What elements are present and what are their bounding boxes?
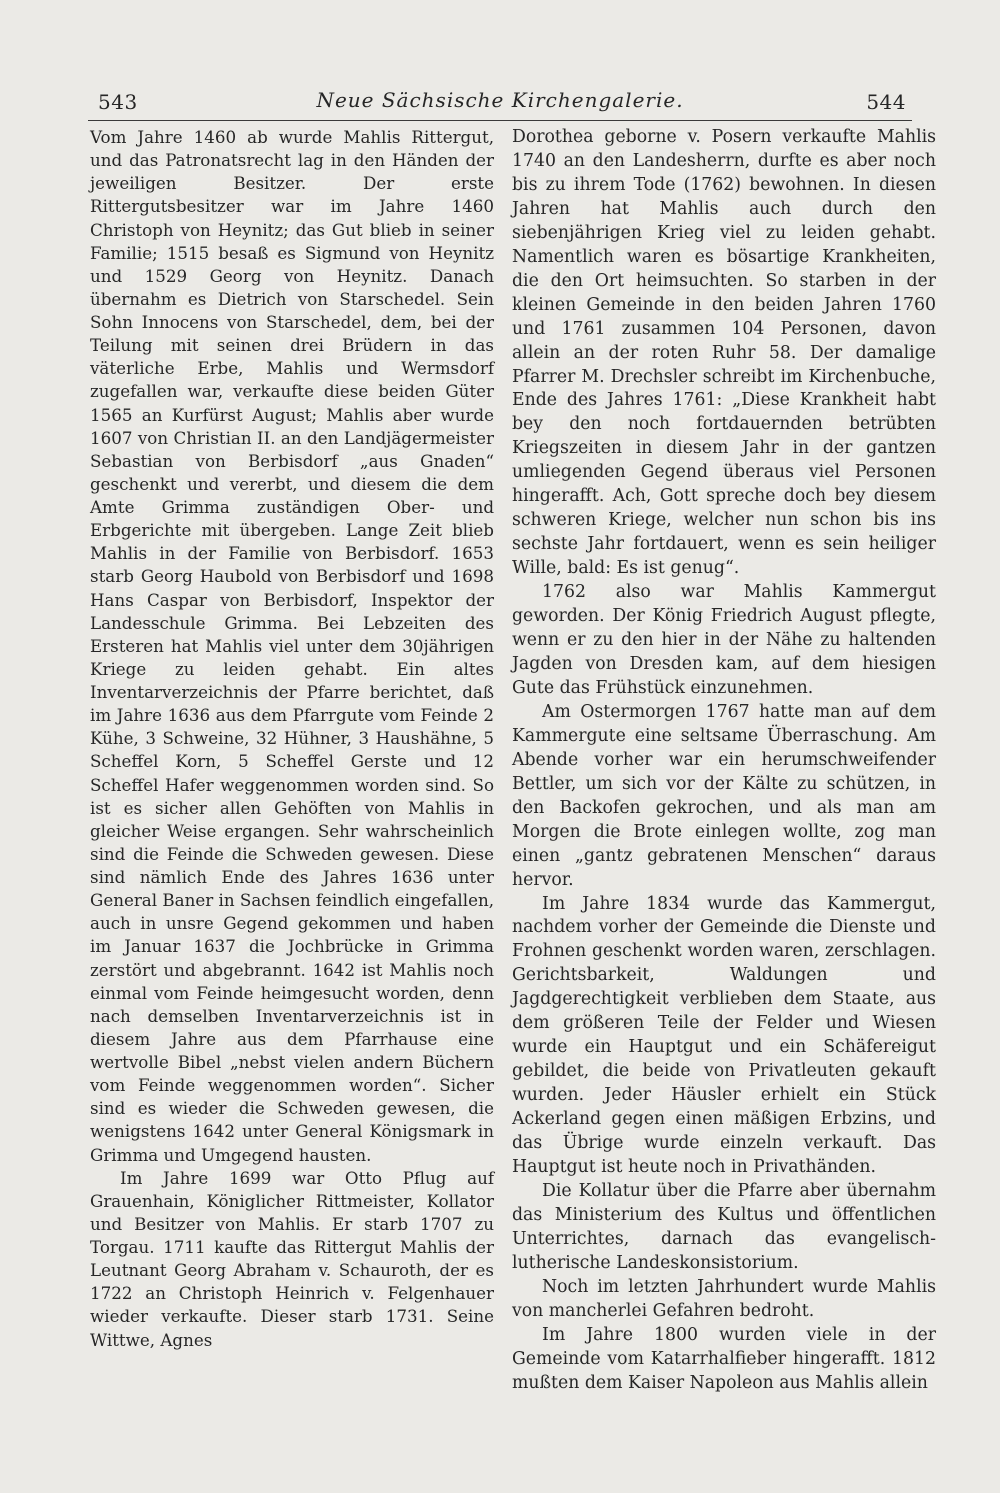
paragraph: Im Jahre 1800 wurden viele in der Gemeinde vom Katarrhalfieber hingerafft. 1812 mußten dem Kaiser Napoleon aus Mahlis allein [512, 1324, 936, 1393]
paragraph: 1762 also war Mahlis Kammergut geworden. Der König Friedrich August pflegte, wenn er zu den hier in der Nähe zu haltenden Jagden von Dresden kam, auf dem hiesigen Gute das Frühstück einzunehmen. [512, 582, 936, 698]
page-header [88, 84, 912, 121]
paragraph: Vom Jahre 1460 ab wurde Mahlis Rittergut, und das Patronatsrecht lag in den Händen der jeweiligen Besitzer. Der erste Rittergutsbesitzer war im Jahre 1460 Christoph von Heynitz; das Gut blieb in seiner Familie; 1515 besaß es Sigmund von Heynitz und 1529 Georg von Heynitz. Danach übernahm es Dietrich von Starschedel. Sein Sohn Innocens von Starschedel, dem, bei der Teilung mit seinen drei Brüdern in das väterliche Erbe, Mahlis und Wermsdorf zugefallen war, verkaufte diese beiden Güter 1565 an Kurfürst August; Mahlis aber wurde 1607 von Christian II. an den Landjägermeister Sebastian von Berbisdorf „aus Gnaden“ geschenkt und vererbt, und diesem die dem Amte Grimma zuständigen Ober- und Erbgerichte mit übergeben. Lange Zeit blieb Mahlis in der Familie von Berbisdorf. 1653 starb Georg Haubold von Berbisdorf und 1698 Hans Caspar von Berbisdorf, Inspektor der Landesschule Grimma. Bei Lebzeiten des Ersteren hat Mahlis viel unter dem 30jährigen Kriege zu leiden gehabt. Ein altes Inventarverzeichnis der Pfarre berichtet, daß im Jahre 1636 aus dem Pfarrgute vom Feinde 2 Kühe, 3 Schweine, 32 Hühner, 3 Haushähne, 5 Scheffel Korn, 5 Scheffel Gerste und 12 Scheffel Hafer weggenommen worden sind. So ist es sicher allen Gehöften von Mahlis in gleicher Weise ergangen. Sehr wahrscheinlich sind die Feinde die Schweden gewesen. Diese sind nämlich Ende des Jahres 1636 unter General Baner in Sachsen feindlich eingefallen, auch in unsre Gegend gekommen und haben im Januar 1637 die Jochbrücke in Grimma zerstört und abgebrannt. 1642 ist Mahlis noch einmal vom Feinde heimgesucht worden, denn nach demselben Inventarverzeichnis ist in diesem Jahre aus dem Pfarrhause eine wertvolle Bibel „nebst vielen andern Büchern vom Feinde weggenommen worden“. Sicher sind es wieder die Schweden gewesen, die wenigstens 1642 unter General Königsmark in Grimma und Umgegend hausten. [90, 127, 495, 1165]
left-page-number: 543 [98, 90, 138, 114]
paragraph: Im Jahre 1834 wurde das Kammergut, nachdem vorher der Gemeinde die Dienste und Frohnen geschenkt worden waren, zerschlagen. Gerichtsbarkeit, Waldungen und Jagdgerechtigkeit verblieben dem Staate, aus dem größeren Teile der Felder und Wiesen wurde ein Hauptgut und ein Schäfereigut gebildet, die beide von Privatleuten gekauft wurden. Jeder Häusler erhielt ein Stück Ackerland gegen einen mäßigen Erbzins, und das Übrige wurde einzeln verkauft. Das Hauptgut ist heute noch in Privathänden. [512, 893, 936, 1177]
paragraph: Noch im letzten Jahrhundert wurde Mahlis von mancherlei Gefahren bedroht. [512, 1276, 936, 1321]
running-title: Neue Sächsische Kirchengalerie. [316, 88, 684, 112]
right-page-number: 544 [866, 90, 906, 114]
paragraph: Dorothea geborne v. Posern verkaufte Mahlis 1740 an den Landesherrn, durfte es aber noch bis zu ihrem Tode (1762) bewohnen. In diesen Jahren hat Mahlis auch durch den siebenjährigen Krieg viel zu leiden gehabt. Namentlich waren es bösartige Krankheiten, die den Ort heimsuchten. So starben in der kleinen Gemeinde in den beiden Jahren 1760 und 1761 zusammen 104 Personen, davon allein an der roten Ruhr 58. Der damalige Pfarrer M. Drechsler schreibt im Kirchenbuche, Ende des Jahres 1761: „Diese Krankheit habt bey den noch fortdauernden betrübten Kriegszeiten in diesem Jahr in der gantzen umliegenden Gegend überaus viel Personen hingerafft. Ach, Gott spreche doch bey diesem schweren Kriege, welcher nun schon bis ins sechste Jahr fortdauert, wenn es sein heiliger Wille, bald: Es ist genug“. [512, 127, 936, 579]
right-text-column [512, 126, 936, 1396]
paragraph: Im Jahre 1699 war Otto Pflug auf Grauenhain, Königlicher Rittmeister, Kollator und Besitzer von Mahlis. Er starb 1707 zu Torgau. 1711 kaufte das Rittergut Mahlis der Leutnant Georg Abraham v. Schauroth, der es 1722 an Christoph Heinrich v. Felgenhauer wieder verkaufte. Dieser starb 1731. Seine Wittwe, Agnes [90, 1167, 494, 1350]
paragraph: Am Ostermorgen 1767 hatte man auf dem Kammergute eine seltsame Überraschung. Am Abende vorher war ein herumschweifender Bettler, um sich vor der Kälte zu schützen, in den Backofen gekrochen, und als man am Morgen die Brote einlegen wollte, zog man einen „gantz gebratenen Menschen“ daraus hervor. [512, 701, 936, 890]
paragraph: Die Kollatur über die Pfarre aber übernahm das Ministerium des Kultus und öffentlichen Unterrichtes, darnach das evangelisch-lutherische Landeskonsistorium. [512, 1180, 936, 1273]
left-text-column [90, 126, 494, 1352]
